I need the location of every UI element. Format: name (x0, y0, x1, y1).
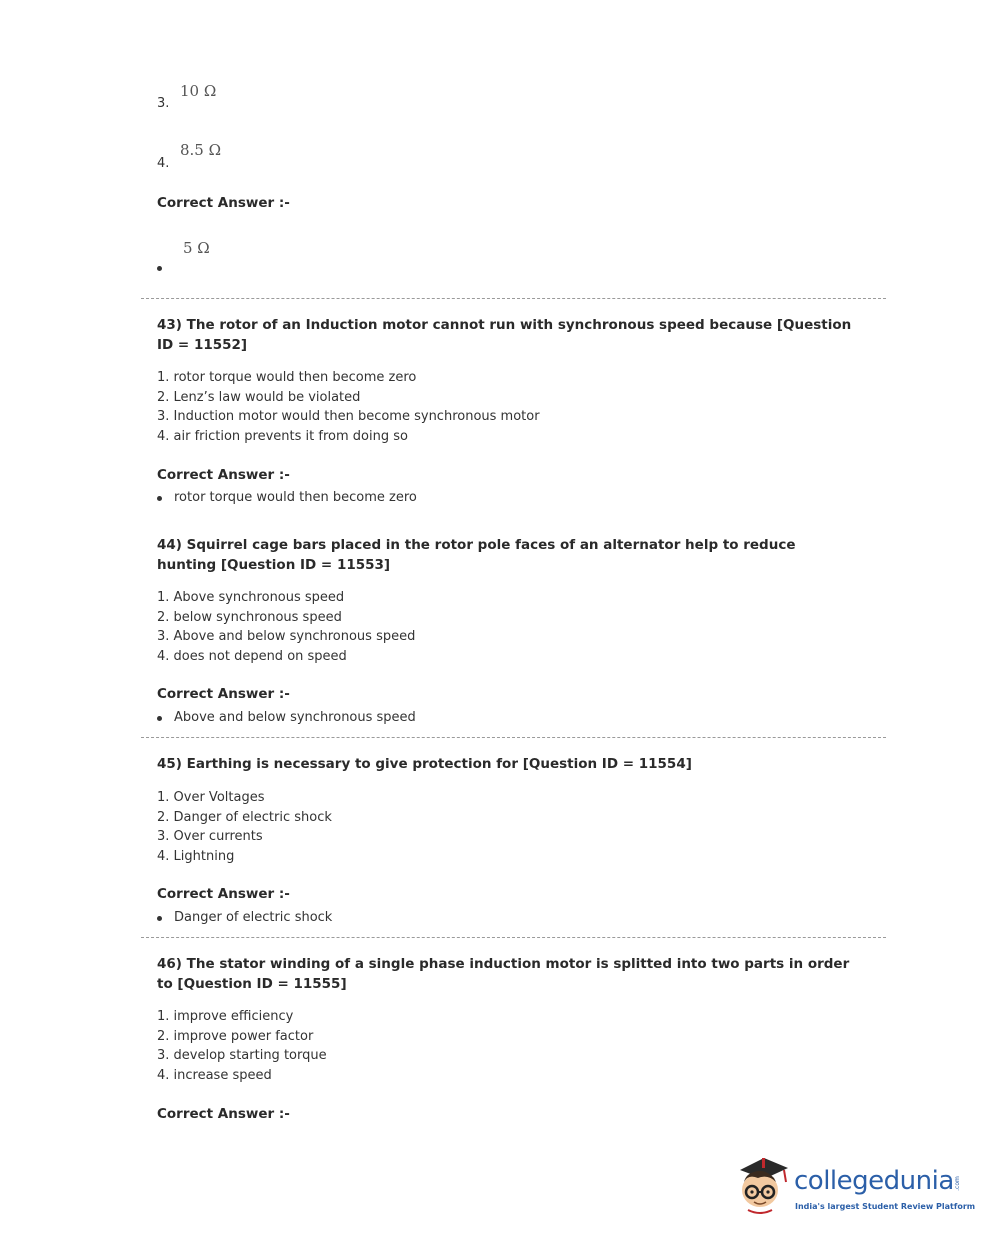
option-item: 3. Above and below synchronous speed (157, 629, 416, 644)
option-item: 2. Danger of electric shock (157, 809, 332, 825)
option-item: 4. increase speed (157, 1067, 272, 1083)
mascot-icon (734, 1152, 794, 1220)
logo-name: collegedunia (794, 1166, 954, 1196)
divider (141, 737, 886, 738)
question-title: 45) Earthing is necessary to give protection for [Question ID = 11554] (157, 756, 692, 772)
option-4-value: 8.5 Ω (180, 141, 222, 159)
options-list (157, 1007, 327, 1085)
options-list (157, 368, 540, 446)
collegedunia-logo (734, 1152, 976, 1222)
question-title: 46) The stator winding of a single phase induction motor is splitted into two parts in order to [Question ID = 11555] (157, 956, 850, 992)
option-4-number: 4. (157, 156, 170, 171)
option-item: 4. Lightning (157, 848, 235, 864)
option-item: 3. Over currents (157, 829, 263, 844)
correct-answer-value: rotor torque would then become zero (174, 490, 417, 505)
correct-answer-label: Correct Answer :- (157, 1106, 290, 1122)
answer-bullet (157, 266, 162, 271)
option-item: 3. develop starting torque (157, 1048, 327, 1063)
answer-bullet (157, 916, 162, 921)
logo-tagline: India's largest Student Review Platform (795, 1202, 976, 1211)
correct-answer-value: 5 Ω (183, 239, 210, 257)
option-item: 1. improve efficiency (157, 1009, 294, 1024)
question-title: 43) The rotor of an Induction motor cannot run with synchronous speed because [Question ID = 11552] (157, 317, 852, 353)
option-item: 2. below synchronous speed (157, 609, 342, 625)
correct-answer-label: Correct Answer :- (157, 195, 290, 211)
option-item: 1. Over Voltages (157, 790, 265, 805)
option-item: 1. rotor torque would then become zero (157, 370, 417, 385)
option-item: 2. Lenz’s law would be violated (157, 389, 361, 405)
correct-answer-label: Correct Answer :- (157, 467, 290, 483)
logo-suffix: .com (953, 1176, 961, 1191)
answer-bullet (157, 496, 162, 501)
question-title: 44) Squirrel cage bars placed in the rotor pole faces of an alternator help to reduce hunting [Question ID = 11553] (157, 537, 796, 573)
option-item: 4. does not depend on speed (157, 648, 347, 664)
correct-answer-value: Above and below synchronous speed (174, 710, 416, 725)
options-list (157, 588, 415, 666)
option-item: 1. Above synchronous speed (157, 590, 345, 605)
option-item: 2. improve power factor (157, 1028, 314, 1044)
correct-answer-value: Danger of electric shock (174, 910, 333, 925)
correct-answer-label: Correct Answer :- (157, 886, 290, 902)
option-3-value: 10 Ω (180, 82, 217, 100)
divider (141, 298, 886, 299)
options-list (157, 788, 332, 866)
option-item: 4. air friction prevents it from doing so (157, 428, 408, 444)
answer-bullet (157, 716, 162, 721)
correct-answer-label: Correct Answer :- (157, 686, 290, 702)
option-3-number: 3. (157, 96, 170, 111)
divider (141, 937, 886, 938)
option-item: 3. Induction motor would then become synchronous motor (157, 409, 540, 424)
